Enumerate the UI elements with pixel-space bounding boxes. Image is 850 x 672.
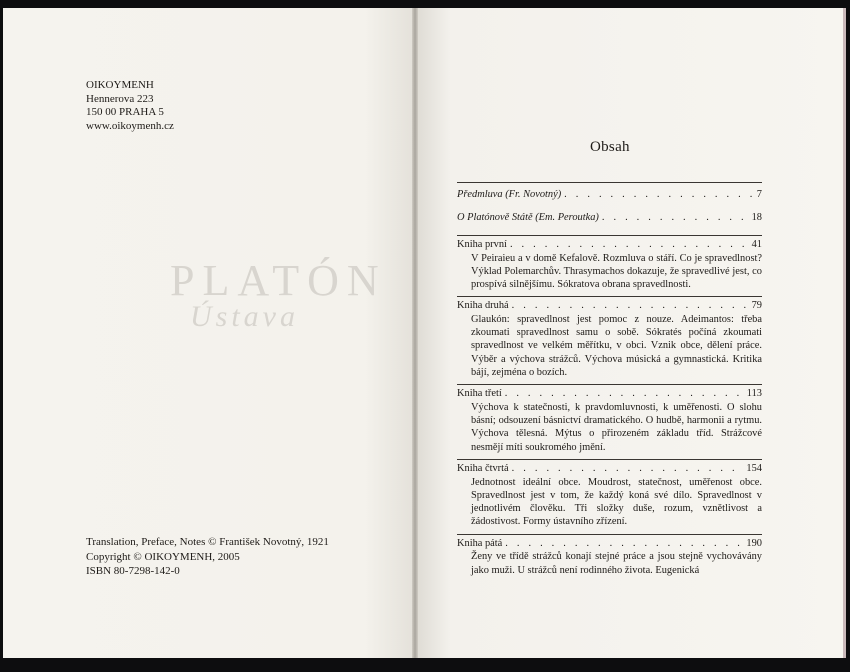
toc-entry-book-2 [457,299,762,313]
copyright-line: Copyright © OIKOYMENH, 2005 [86,550,240,563]
leader-dots [564,188,754,202]
toc-entry-page: 7 [756,189,762,200]
toc-entry-page: 113 [746,388,762,400]
toc-entry-summary: V Peiraieu a v domě Kefalově. Rozmluva o stáří. Co je spravedlnost? Výklad Polemarchův. Thrasymachos dokazuje, že spravedlivé jest, co prospívá silnějšímu. Sókratova obrana spravedlnosti. [471,252,762,291]
page-edge [843,8,846,658]
bleed-through-title: PLATÓN [170,256,387,305]
copyright-block [86,535,329,579]
book-gutter [412,8,418,658]
toc-entry-preface [457,188,762,202]
leader-dots [505,537,743,551]
toc-entry-book-3 [457,387,762,401]
leader-dots [510,238,749,252]
toc-entry-summary: Výchova k statečnosti, k pravdomluvnosti, k uměřenosti. O slohu básní; odsouzení básnictví dramatického. O hudbě, harmonii a rytmu. Výchova tělesná. Mýtus o přirozeném základu tříd. Strážcové nesmějí míti soukromého jmění. [471,401,762,453]
toc-entry-label: O Platónově Státě (Em. Peroutka) [457,211,599,223]
toc-entry-page: 18 [751,211,762,223]
isbn: ISBN 80-7298-142-0 [86,565,180,577]
table-of-contents [457,182,762,577]
publisher-address [86,79,174,133]
toc-entry-page: 79 [751,300,762,312]
toc-entry-label: Kniha třetí [457,388,502,400]
publisher-website: www.oikoymenh.cz [86,119,174,132]
toc-entry-essay [457,211,762,225]
toc-entry-book-1 [457,238,762,252]
toc-entry-label: Kniha první [457,239,507,250]
publisher-street: Hennerova 223 [86,92,154,105]
leader-dots [512,299,749,313]
toc-entry-label: Kniha druhá [457,300,509,312]
publisher-name: OIKOYMENH [86,79,154,91]
toc-entry-summary: Jednotnost ideální obce. Moudrost, statečnost, uměřenost obce. Spravedlnost jest v tom, že každý koná své dílo. Spravedlnost v jednotlivém člověku. Tři složky duše, rozum, vznětlivost a žádostivost. Formy ústavního zřízení. [471,476,762,528]
toc-entry-label: Předmluva (Fr. Novotný) [457,189,562,200]
leader-dots [602,211,749,225]
toc-entry-page: 190 [746,537,762,549]
publisher-city: 150 00 PRAHA 5 [86,106,164,118]
toc-entry-page: 154 [746,463,762,475]
toc-entry-summary: Ženy ve třídě strážců konají stejné práce a jsou stejně vychovávány jako muži. U strážců není rodinného života. Eugenická [471,551,762,576]
toc-entry-summary: Glaukón: spravedlnost jest pomoc z nouze. Adeimantos: třeba zkoumati spravedlnost samu o sobě. Sókratés počíná zkoumati spravedlnost ve velkém měřítku, v obci. Vznik obce, dělení práce. Výběr a výchova strážců. Výchova músická a gymnastická. Kritika bájí, zejména o bozích. [471,313,762,379]
leader-dots [512,462,744,476]
toc-entry-book-4 [457,462,762,476]
bleed-through-subtitle: Ústava [190,300,299,333]
toc-title: Obsah [590,139,630,155]
toc-entry-label: Kniha čtvrtá [457,463,509,475]
translation-credit: Translation, Preface, Notes © František Novotný, 1921 [86,536,329,548]
toc-entry-book-5 [457,537,762,551]
toc-entry-label: Kniha pátá [457,537,503,549]
leader-dots [505,387,744,401]
toc-entry-page: 41 [751,239,762,250]
